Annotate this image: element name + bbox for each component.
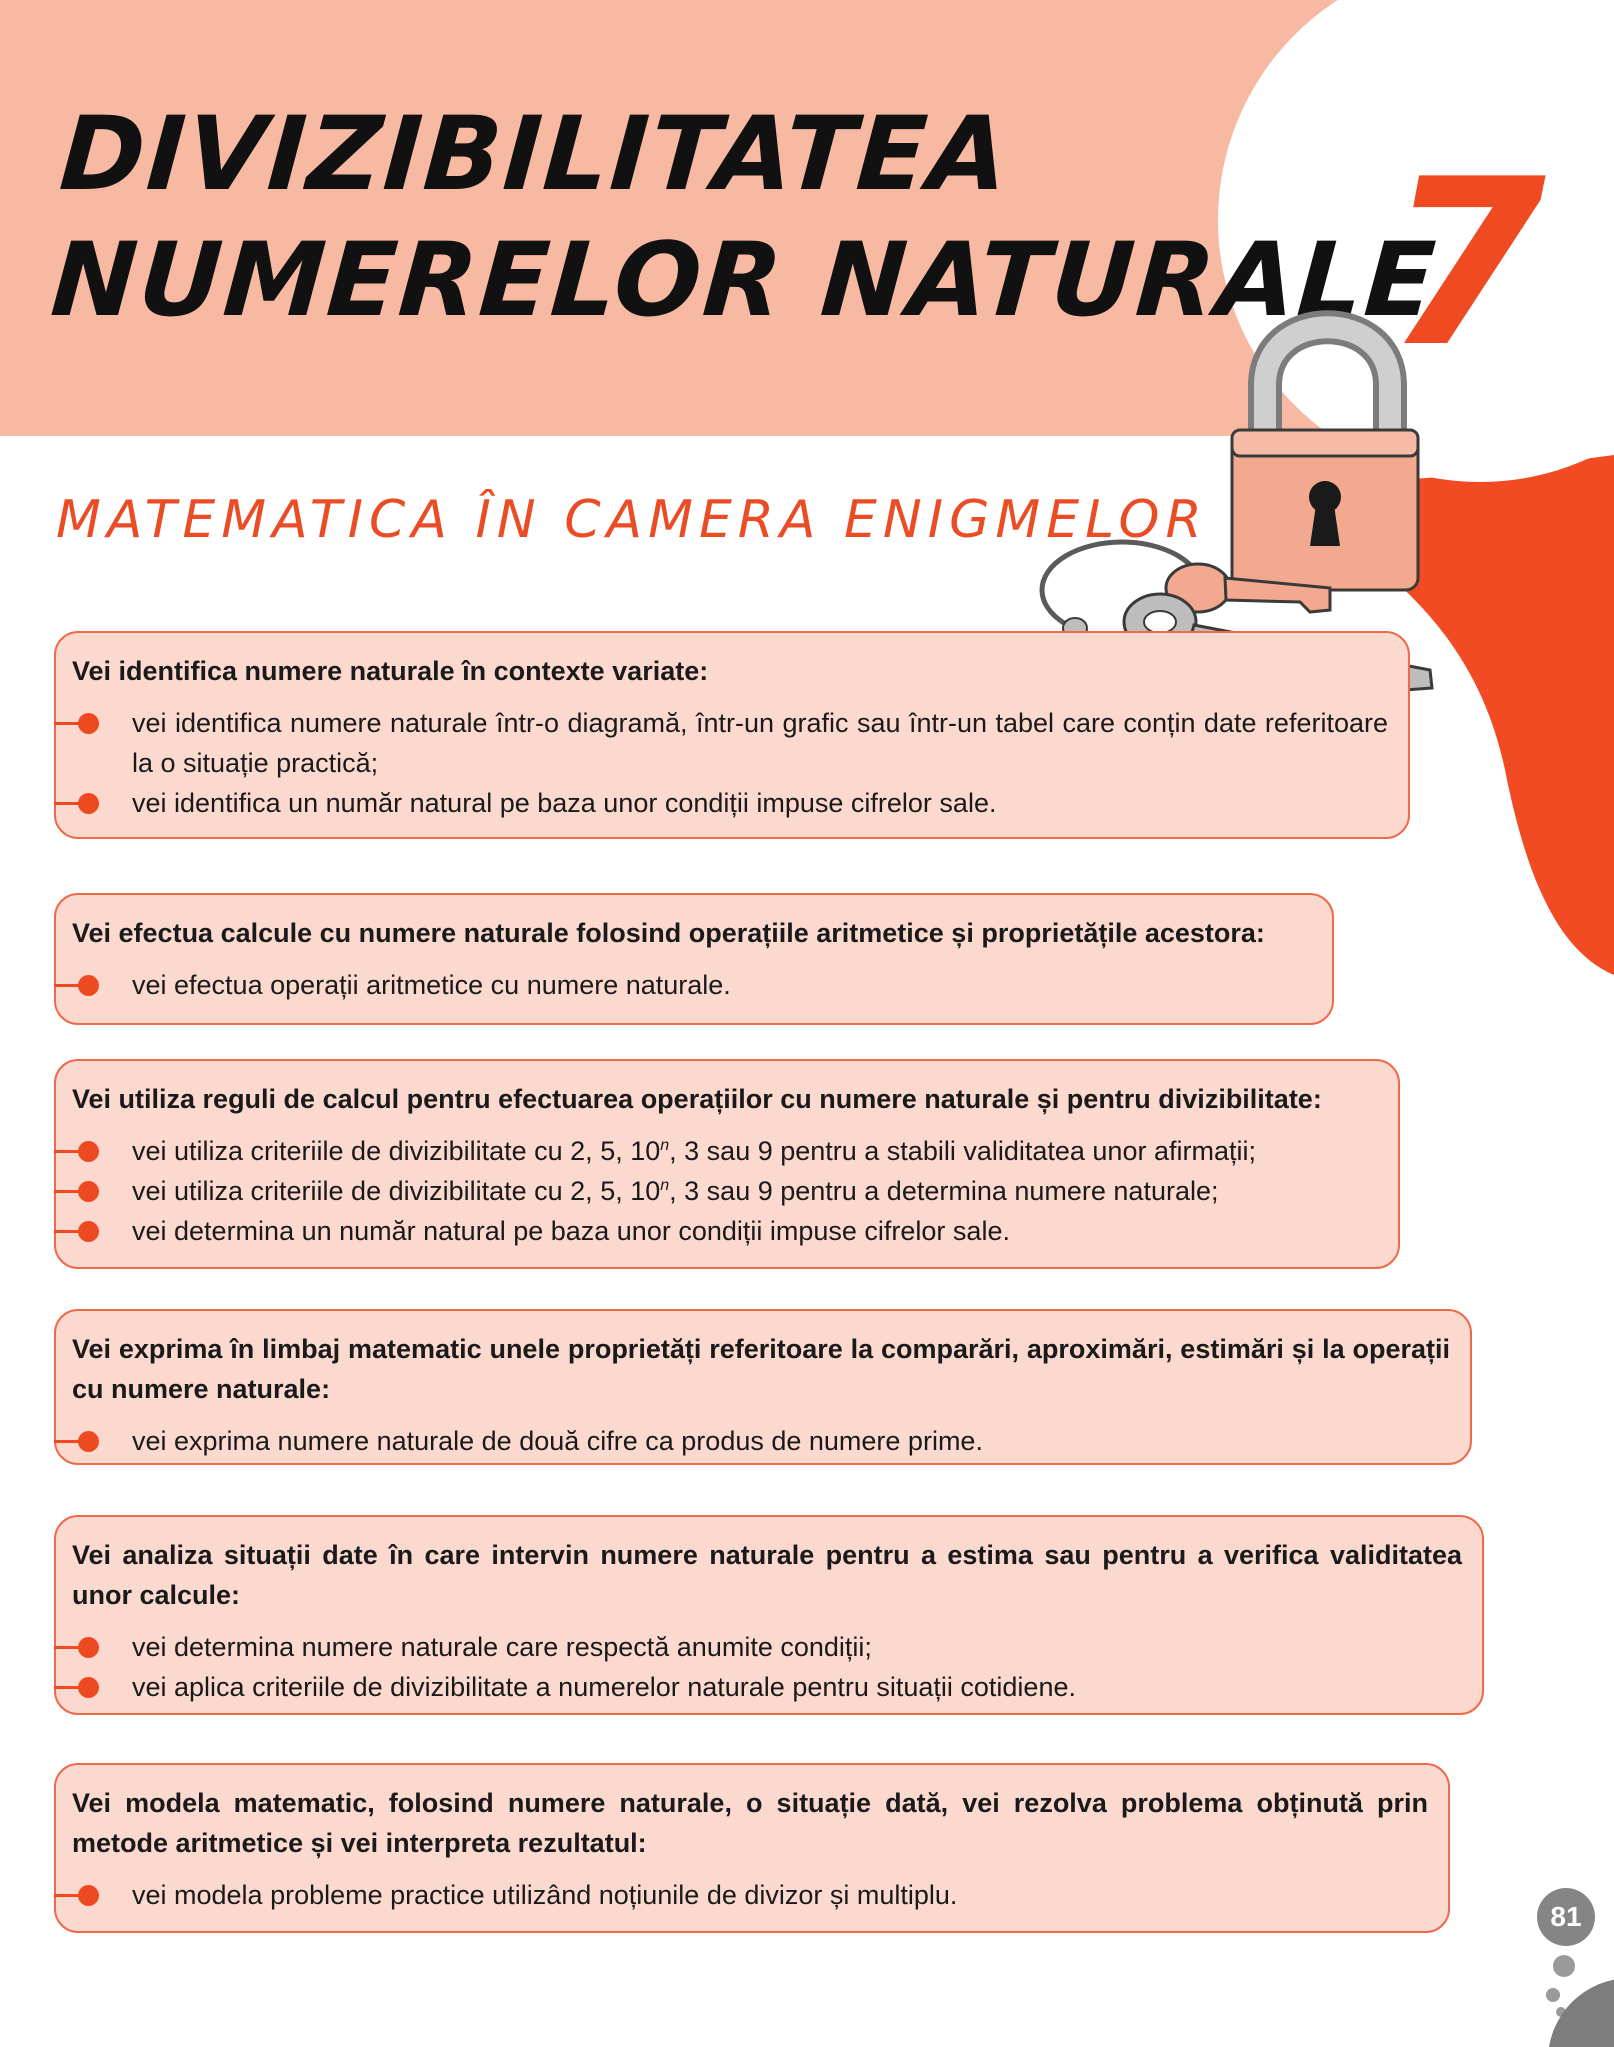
list-item-text: , 3 sau 9 pentru a stabili validitatea unor afirmații;	[669, 1136, 1256, 1166]
page-number: 81	[1537, 1888, 1595, 1946]
bullet-icon	[54, 793, 118, 813]
objective-heading: Vei identifica numere naturale în contexte variate:	[72, 656, 709, 686]
list-item-text: vei modela probleme practice utilizând noțiunile de divizor și multiplu.	[132, 1880, 958, 1910]
objective-box-3	[54, 1059, 1400, 1269]
exponent: n	[660, 1137, 670, 1154]
objective-box-1	[54, 631, 1410, 839]
list-item	[72, 1211, 1378, 1251]
bullet-icon	[54, 975, 118, 995]
list-item-text: vei exprima numere naturale de două cifre ca produs de numere prime.	[132, 1426, 983, 1456]
list-item-text: vei utiliza criteriile de divizibilitate cu 2, 5, 10	[132, 1176, 661, 1206]
bullet-icon	[54, 1431, 118, 1451]
bullet-icon	[54, 1677, 118, 1697]
list-item-text: vei identifica numere naturale într-o diagramă, într-un grafic sau într-un tabel care conțin date referitoare la o situație practică;	[132, 708, 1388, 778]
objective-heading: Vei analiza situații date în care intervin numere naturale pentru a estima sau pentru a verifica validitatea unor calcule:	[72, 1540, 1462, 1610]
list-item	[72, 703, 1388, 783]
list-item-text: vei utiliza criteriile de divizibilitate cu 2, 5, 10	[132, 1136, 661, 1166]
list-item	[72, 783, 1388, 823]
objective-box-4	[54, 1309, 1472, 1465]
objective-heading: Vei exprima în limbaj matematic unele proprietăți referitoare la comparări, aproximări, estimări și la operații cu numere naturale:	[72, 1334, 1450, 1404]
objective-list	[72, 1131, 1378, 1251]
list-item-text: vei efectua operații aritmetice cu numere naturale.	[132, 970, 731, 1000]
bullet-icon	[54, 1141, 118, 1161]
list-item	[72, 1627, 1462, 1667]
objective-list	[72, 1875, 1428, 1915]
list-item-text: vei determina un număr natural pe baza unor condiții impuse cifrelor sale.	[132, 1216, 1010, 1246]
chapter-title-line-2: NUMERELOR NATURALE	[47, 221, 1441, 340]
list-item-text: , 3 sau 9 pentru a determina numere naturale;	[669, 1176, 1219, 1206]
bullet-icon	[54, 1637, 118, 1657]
bullet-icon	[54, 1181, 118, 1201]
objective-list	[72, 1627, 1462, 1707]
objective-box-2	[54, 893, 1334, 1025]
section-subtitle: MATEMATICA ÎN CAMERA ENIGMELOR	[56, 490, 1208, 550]
objective-list	[72, 1421, 1450, 1461]
objective-list	[72, 965, 1312, 1005]
list-item-text: vei identifica un număr natural pe baza unor condiții impuse cifrelor sale.	[132, 788, 997, 818]
list-item	[72, 1875, 1428, 1915]
exponent: n	[660, 1177, 670, 1194]
list-item-text: vei aplica criteriile de divizibilitate a numerelor naturale pentru situații cotidiene.	[132, 1672, 1076, 1702]
objective-heading: Vei efectua calcule cu numere naturale folosind operațiile aritmetice și proprietățile acestora:	[72, 918, 1265, 948]
bullet-icon	[54, 713, 118, 733]
objective-heading: Vei utiliza reguli de calcul pentru efectuarea operațiilor cu numere naturale și pentru divizibilitate:	[72, 1084, 1322, 1114]
list-item	[72, 1171, 1378, 1211]
objective-box-6	[54, 1763, 1450, 1933]
list-item	[72, 1131, 1378, 1171]
bullet-icon	[54, 1221, 118, 1241]
chapter-title-line-1: DIVIZIBILITATEA	[56, 95, 1014, 214]
list-item	[72, 1421, 1450, 1461]
objective-list	[72, 703, 1388, 823]
objective-box-5	[54, 1515, 1484, 1715]
objective-heading: Vei modela matematic, folosind numere naturale, o situație dată, vei rezolva problema obținută prin metode aritmetice și vei interpreta rezultatul:	[72, 1788, 1428, 1858]
chapter-number: 7	[1386, 131, 1547, 398]
list-item	[72, 1667, 1462, 1707]
bullet-icon	[54, 1885, 118, 1905]
list-item	[72, 965, 1312, 1005]
list-item-text: vei determina numere naturale care respectă anumite condiții;	[132, 1632, 872, 1662]
